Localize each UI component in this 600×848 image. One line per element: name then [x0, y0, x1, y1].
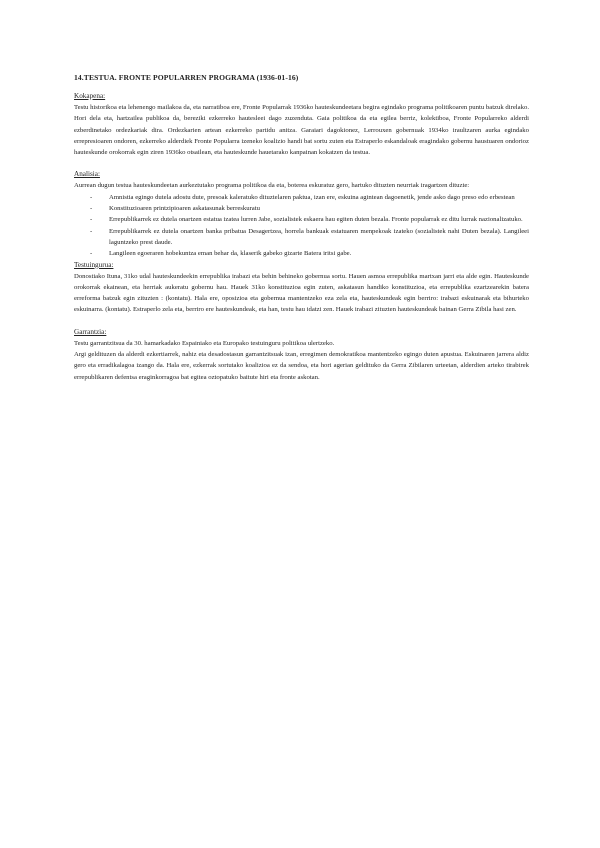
list-item-text: Konstituzioaren printzipioaren askatasunak berreskuratu — [109, 205, 260, 213]
paragraph-testuingurua: Donostiako Ituna, 31ko udal hauteskundeekin errepublika irabazi eta behin behineko gobernua sortu. Hauen asmoa errepublika martxan jarri eta alde egin. Hauteskunde orokorrak ekainean, eta herriak aukeratu gobernu hau. Hauek 31ko konstituzioa egin zuten, askatasun handiko konstituzioa, eta errepublika ezartzearekin batera erreforma batzuk egin zituzten : (kontatu). Hala ere, oposizioa eta gobernua mantentzeko eza zela eta, hauteskundeak egin berriro: irabazi eskuinarak eta bihurteko eskuinarra. (kontatu). Estraperlo zela eta, berriro ere hauteskundeak, eta han, testu hau idatzi zen. Hauek irabazi zituzten hauteskundeak bainan Gerra Zibila hasi zen. — [74, 272, 529, 314]
bullet-dash: - — [90, 216, 93, 224]
analisia-bullet-list — [74, 192, 529, 260]
bullet-dash: - — [90, 250, 93, 258]
document-page — [74, 72, 529, 383]
list-item — [90, 214, 529, 225]
list-item-text: Langileen egoeraren hobekuntza eman behar da, klaserik gabeko gizarte Batera iritsi gabe. — [109, 250, 352, 258]
heading-testuingurua: Testuingurua: — [74, 260, 114, 269]
list-item — [90, 192, 529, 203]
spacer — [74, 158, 529, 169]
paragraph-analisia-intro: Aurrean dugun testua hauteskundeetan aurkeztutako programa politikoa da eta, boterea eskuratuz gero, hartuko dituzten neurriak iragartzen dituzte: — [74, 182, 470, 190]
bullet-dash: - — [90, 193, 93, 201]
heading-analisia: Analisia: — [74, 170, 100, 179]
paragraph-kokapena: Testu historikoa eta lehenengo mailakoa da, eta narratiboa ere, Fronte Popularrak 1936ko hauteskundeetara begira egindako programa politikoaren puntu batzuk direlako. Hori dela eta, hartzailea publikoa da, bereziki ezkerreko hautesleei dago zuzenduta. Gaia politikoa da eta egilea berriz, kolektiboa, Fronte Popularreko alderdi ezberdinetako ordezkariak dira. Ordezkarien artean ezkerreko partidu anitza. Garaiari dagokionez, Lerrouxen gobernuak 1934ko iraultzaren aurka egindako errepresioaren ondoren, ezkerreko alderdiek Fronte Popularra izeneko koalizio handi bat sortu zuten eta Estraperlo eskandaloak eragindako gobernu haustuaren ondorioz hauteskunde orokorrak egin ziren 1936ko otsailean, eta hauteskunde hauetarako kanpainan kokatzen da testua. — [74, 104, 529, 157]
list-item — [90, 248, 529, 259]
list-item-text: Errepublikarrek ez dutela onartzen estatua izatea lurren Jabe, sozialistek eskaera hau egiten duten bezala. Fronte popularrak ez ditu lurrak nazionalizatuko. — [109, 216, 523, 224]
paragraph-garrantzia-2: Argi geldituzen da alderdi ezkertiarrek, nahiz eta desadostasun garrantzitsuak izan, erregimen demokratikoa mantentzeko egingo duten apustua. Eskuinaren jarrera aldiz gero eta erradikalagoa izango da. Hala ere, ezkerrak sortutako koalizioa ez da sendoa, eta hori agerian geldituko da Gerra Zibilaren urteetan, alderdien arteko tirabirek errepublikaren defentsa eraginkorragoa bat egitea oztopatuko baitute hiri eta fronte askotan. — [74, 351, 529, 381]
document-title: 14.TESTUA. FRONTE POPULARREN PROGRAMA (1936-01-16) — [74, 73, 299, 82]
bullet-dash: - — [90, 205, 93, 213]
list-item-text: Amnistia egingo dutela adostu dute, presoak kaleratuko dituztelaren paktua, izan ere, eskuina agintean dagoenetik, jende asko dago preso edo erbestean — [109, 193, 515, 201]
list-item — [90, 226, 529, 249]
list-item — [90, 203, 529, 214]
heading-kokapena: Kokapena: — [74, 92, 106, 100]
paragraph-garrantzia-1: Testu garrantzitsua da 30. hamarkadako Espainiako eta Europako testuinguru politikoa ulertzeko. — [74, 339, 335, 347]
heading-garrantzia: Garrantzia: — [74, 327, 107, 336]
spacer — [74, 316, 529, 327]
list-item-text: Errepublikarrek ez dutela onartzen banka pribatua Desagertzea, horrela bankuak estatuaren menpekoak izateko (sozialistek nahi Duten bezala). Langileei laguntzeko prest daude. — [109, 227, 529, 246]
bullet-dash: - — [90, 227, 93, 235]
